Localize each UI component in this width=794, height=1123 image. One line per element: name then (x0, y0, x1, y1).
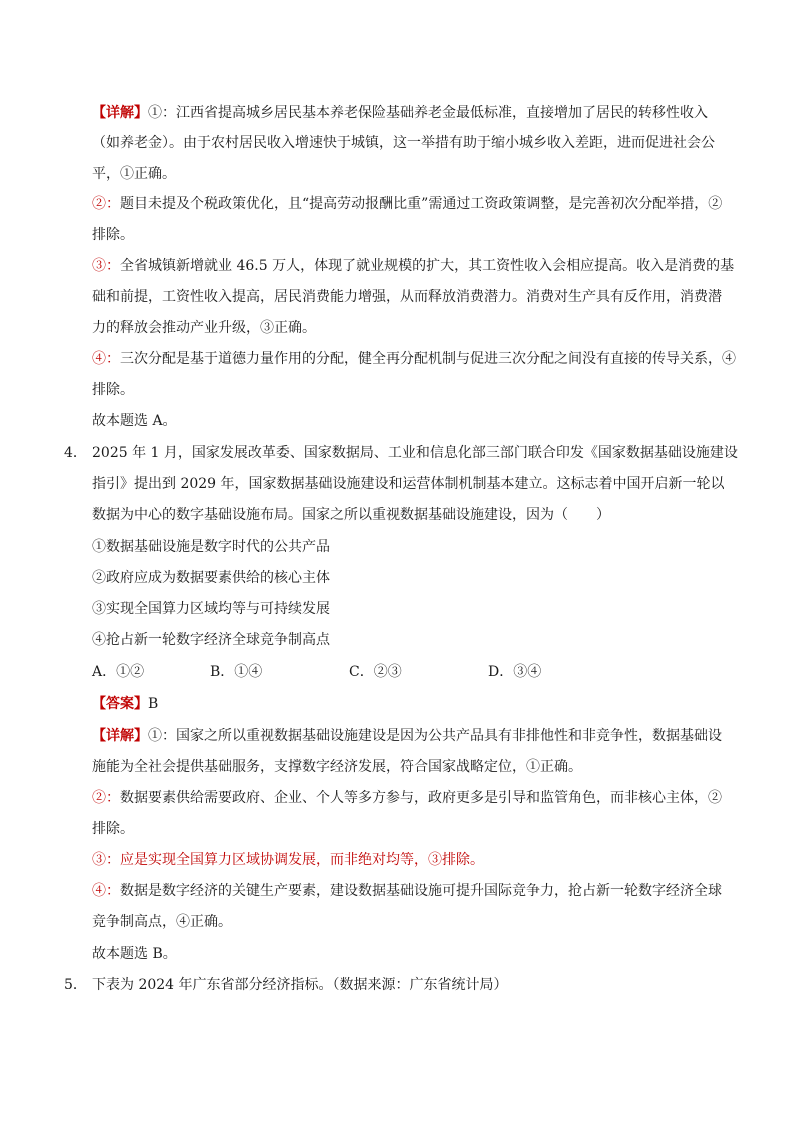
q5-stem: 下表为 2024 年广东省部分经济指标。（数据来源：广东省统计局） (92, 977, 508, 993)
q4-point-2-line-1: ②：数据要素供给需要政府、企业、个人等多方参与，政府更多是引导和监管角色，而非核心主体，② (92, 790, 722, 806)
q4-point-4-line-2: 竞争制高点，④正确。 (92, 914, 232, 930)
q4-stem-line-2: 指引》提出到 2029 年，国家数据基础设施建设和运营体制机制基本建立。这标志着中国开启新一轮以 (92, 476, 725, 492)
detail-tag: 【详解】 (92, 105, 148, 121)
q3-conclusion: 故本题选 A。 (92, 413, 177, 429)
q4-point-4-line-1: ④：数据是数字经济的关键生产要素，建设数据基础设施可提升国际竞争力，抢占新一轮数字经济全球 (92, 883, 722, 899)
detail-tag: 【详解】 (92, 728, 148, 744)
q3-point-2-line-1: ②：题目未提及个税政策优化，且“提高劳动报酬比重”需通过工资政策调整，是完善初次分配举措，② (92, 196, 723, 212)
q3-detail-line-1: 【详解】①：江西省提高城乡居民基本养老保险基础养老金最低标准，直接增加了居民的转移性收入 (92, 105, 708, 121)
q4-item-2: ②政府应成为数据要素供给的核心主体 (92, 570, 330, 586)
q4-option-a: A．①② (92, 664, 145, 680)
q4-option-c: C．②③ (349, 664, 402, 680)
q3-point-3-line-1: ③：全省城镇新增就业 46.5 万人，体现了就业规模的扩大，其工资性收入会相应提高。收入是消费的基 (92, 258, 735, 274)
q3-detail-line-3: 平，①正确。 (92, 166, 176, 182)
q4-item-1: ①数据基础设施是数字时代的公共产品 (92, 539, 330, 555)
q3-point-4-line-1: ④：三次分配是基于道德力量作用的分配，健全再分配机制与促进三次分配之间没有直接的传导关系，④ (92, 351, 736, 367)
q4-point-3-line-1: ③：应是实现全国算力区域协调发展，而非绝对均等，③排除。 (92, 852, 484, 868)
q4-stem-line-1: 2025 年 1 月，国家发展改革委、国家数据局、工业和信息化部三部门联合印发《国家数据基础设施建设 (92, 445, 738, 461)
q3-point-4-line-2: 排除。 (92, 382, 134, 398)
q3-point-3-line-3: 力的释放会推动产业升级，③正确。 (92, 320, 316, 336)
q4-answer: 【答案】B (92, 696, 159, 712)
q3-point-3-line-2: 础和前提，工资性收入提高，居民消费能力增强，从而释放消费潜力。消费对生产具有反作用，消费潜 (92, 289, 722, 305)
q4-detail-line-1: 【详解】①：国家之所以重视数据基础设施建设是因为公共产品具有非排他性和非竞争性，数据基础设 (92, 728, 722, 744)
q4-option-d: D．③④ (488, 664, 542, 680)
question-4-number: 4． (64, 445, 87, 461)
answer-tag: 【答案】 (92, 696, 148, 712)
q4-item-3: ③实现全国算力区域均等与可持续发展 (92, 601, 330, 617)
q4-stem-line-3: 数据为中心的数字基础设施布局。国家之所以重视数据基础设施建设，因为（ ） (92, 507, 610, 523)
q4-conclusion: 故本题选 B。 (92, 946, 177, 962)
q3-point-2-line-2: 排除。 (92, 227, 134, 243)
q4-point-2-line-2: 排除。 (92, 821, 134, 837)
question-5-number: 5． (64, 977, 87, 993)
q4-item-4: ④抢占新一轮数字经济全球竞争制高点 (92, 632, 330, 648)
q4-option-b: B．①④ (210, 664, 263, 680)
q4-detail-line-2: 施能为全社会提供基础服务，支撑数字经济发展，符合国家战略定位，①正确。 (92, 759, 582, 775)
q3-detail-line-2: （如养老金）。由于农村居民收入增速快于城镇，这一举措有助于缩小城乡收入差距，进而促进社会公 (92, 135, 715, 151)
